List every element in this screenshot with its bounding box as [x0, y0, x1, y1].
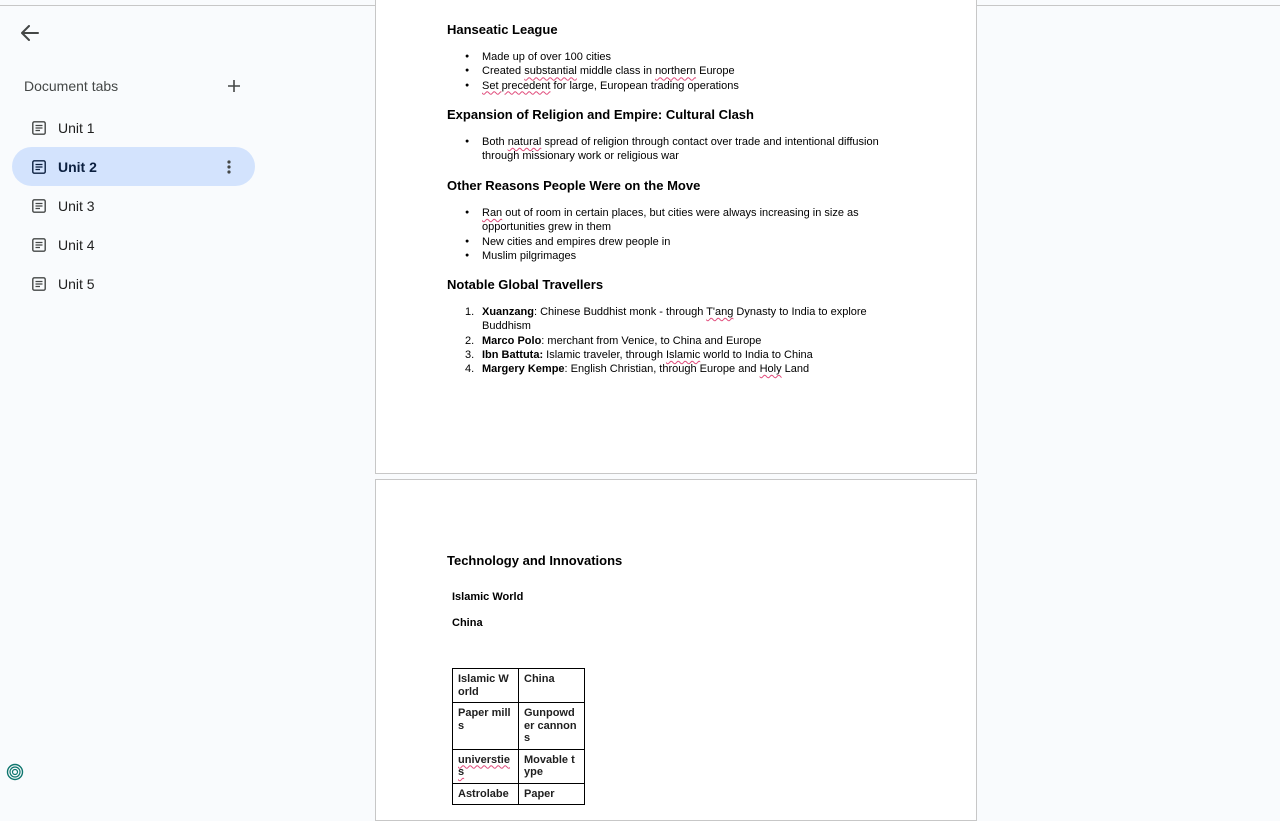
table-cell[interactable]: Astrolabe	[453, 783, 519, 805]
table-cell[interactable]: China	[519, 669, 585, 703]
spelling-flag: Ran	[482, 207, 503, 219]
table-cell[interactable]: Gunpowder cannons	[519, 703, 585, 750]
heading-hanseatic-league: Hanseatic League	[447, 22, 558, 37]
tab-options-button[interactable]	[221, 157, 237, 177]
tab-unit-2[interactable]	[12, 147, 255, 186]
document-page-2[interactable]	[375, 479, 977, 821]
subheading-china: China	[452, 617, 483, 629]
tab-unit-4[interactable]	[12, 225, 255, 264]
list-item: 2. Marco Polo: merchant from Venice, to China and Europe	[465, 334, 762, 347]
spelling-flag: universties	[458, 753, 510, 778]
tab-label: Unit 3	[58, 197, 95, 214]
fingerprint-icon[interactable]	[6, 763, 24, 781]
tabs-header	[24, 75, 254, 97]
heading-technology: Technology and Innovations	[447, 553, 623, 568]
table-cell[interactable]: Islamic World	[453, 669, 519, 703]
list-item: 1. Xuanzang: Chinese Buddhist monk - through T'ang Dynasty to India to explore Buddhism	[465, 306, 867, 333]
list-item: ● Created substantial middle class in northern Europe	[447, 64, 887, 78]
numbered-list	[447, 305, 887, 376]
heading-other-reasons: Other Reasons People Were on the Move	[447, 178, 701, 193]
list-item: ● New cities and empires drew people in	[447, 235, 887, 249]
tab-list	[12, 108, 255, 303]
tab-unit-1[interactable]	[12, 108, 255, 147]
heading-notable-travellers: Notable Global Travellers	[447, 277, 604, 292]
tab-label: Unit 1	[58, 119, 95, 136]
document-page-1[interactable]	[375, 0, 977, 474]
table-row	[453, 669, 585, 703]
add-tab-button[interactable]	[222, 74, 246, 98]
document-icon	[32, 199, 46, 213]
tab-unit-5[interactable]	[12, 264, 255, 303]
tab-label: Unit 2	[58, 158, 97, 175]
bullet-list	[447, 50, 887, 93]
table-cell[interactable]	[453, 749, 519, 783]
innovations-table[interactable]	[452, 668, 585, 805]
document-icon	[32, 160, 46, 174]
spelling-flag: substantial	[524, 65, 577, 78]
tab-unit-3[interactable]	[12, 186, 255, 225]
spelling-flag: Islamic	[666, 348, 701, 361]
list-item: ● Ran out of room in certain places, but cities were always increasing in size as opportunities grew in them	[447, 206, 887, 235]
spelling-flag: northern	[655, 65, 697, 78]
spelling-flag: Set precedent	[482, 79, 551, 92]
list-item: 3. Ibn Battuta: Islamic traveler, through Islamic world to India to China	[465, 348, 813, 361]
bullet-list	[447, 206, 887, 263]
table-cell[interactable]: Paper	[519, 783, 585, 805]
table-row	[453, 749, 585, 783]
heading-expansion: Expansion of Religion and Empire: Cultural Clash	[447, 107, 754, 122]
list-item: 4. Margery Kempe: English Christian, through Europe and Holy Land	[465, 363, 810, 376]
spelling-flag: natural	[507, 136, 542, 148]
table-row	[453, 703, 585, 750]
bullet-list	[447, 135, 887, 164]
arrow-left-icon	[21, 25, 39, 41]
list-item: ● Set precedent for large, European trading operations	[447, 79, 887, 93]
document-icon	[32, 121, 46, 135]
more-vert-icon	[227, 160, 231, 174]
document-icon	[32, 277, 46, 291]
spelling-flag: Holy	[759, 363, 782, 376]
document-icon	[32, 238, 46, 252]
table-cell[interactable]: Movable type	[519, 749, 585, 783]
spelling-flag: T'ang	[706, 306, 734, 318]
list-item: ● Muslim pilgrimages	[447, 249, 887, 263]
tabs-title: Document tabs	[24, 78, 119, 94]
table-row	[453, 783, 585, 805]
subheading-islamic-world: Islamic World	[452, 591, 524, 603]
list-item: ● Made up of over 100 cities	[447, 50, 887, 64]
table-cell[interactable]: Paper mills	[453, 703, 519, 750]
list-item: ● Both natural spread of religion through contact over trade and intentional diffusion through missionary work or religious war	[447, 135, 887, 164]
tab-label: Unit 4	[58, 236, 95, 253]
document-tabs-sidebar	[0, 6, 270, 805]
back-button[interactable]	[14, 18, 46, 48]
tab-label: Unit 5	[58, 275, 95, 292]
plus-icon	[228, 80, 240, 92]
